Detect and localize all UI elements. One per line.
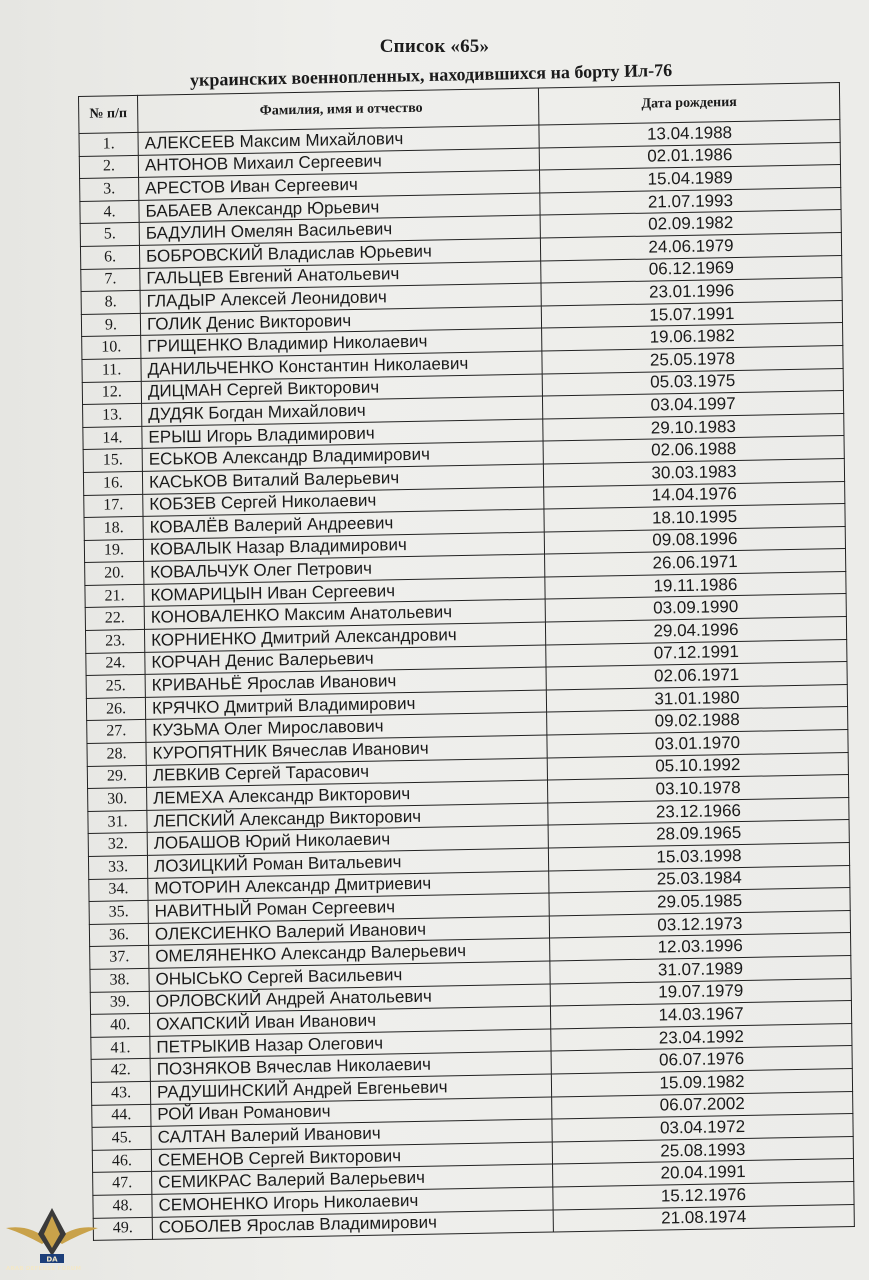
row-birth-date: 02.01.1986 xyxy=(539,142,840,170)
row-birth-date: 07.12.1991 xyxy=(546,639,847,667)
row-number: 39. xyxy=(90,991,149,1015)
row-number: 17. xyxy=(84,494,143,518)
forum-logo-icon xyxy=(2,1198,102,1276)
row-number: 8. xyxy=(81,291,140,315)
row-number: 2. xyxy=(79,155,138,179)
row-birth-date: 19.06.1982 xyxy=(542,323,843,351)
row-birth-date: 15.12.1976 xyxy=(553,1181,854,1209)
table-body xyxy=(79,120,854,1241)
row-birth-date: 15.09.1982 xyxy=(551,1068,852,1096)
row-birth-date: 03.10.1978 xyxy=(547,775,848,803)
row-full-name: СЕМОНЕНКО Игорь Николаевич xyxy=(152,1187,553,1217)
row-birth-date: 19.07.1979 xyxy=(550,978,851,1006)
row-number: 1. xyxy=(79,132,138,156)
row-birth-date: 31.01.1980 xyxy=(546,684,847,712)
row-number: 48. xyxy=(93,1194,152,1218)
row-full-name: КОВАЛЫК Назар Владимирович xyxy=(143,532,544,562)
row-number: 33. xyxy=(88,855,147,879)
row-full-name: ГАЛЬЦЕВ Евгений Анатольевич xyxy=(140,261,541,291)
row-number: 38. xyxy=(90,968,149,992)
row-full-name: КРИВАНЬЁ Ярослав Иванович xyxy=(145,667,546,697)
row-full-name: САЛТАН Валерий Иванович xyxy=(151,1119,552,1149)
row-birth-date: 18.10.1995 xyxy=(544,504,845,532)
row-full-name: ОНЫСЬКО Сергей Васильевич xyxy=(149,961,550,991)
row-birth-date: 03.01.1970 xyxy=(547,730,848,758)
row-birth-date: 25.08.1993 xyxy=(552,1136,853,1164)
row-number: 43. xyxy=(91,1081,150,1105)
row-birth-date: 26.06.1971 xyxy=(545,549,846,577)
row-number: 44. xyxy=(92,1104,151,1128)
row-full-name: РАДУШИНСКИЙ Андрей Евгеньевич xyxy=(150,1074,551,1104)
row-number: 15. xyxy=(83,449,142,473)
row-number: 4. xyxy=(80,200,139,224)
row-birth-date: 28.09.1965 xyxy=(548,820,849,848)
row-full-name: ЛЕПСКИЙ Александр Викторович xyxy=(147,803,548,833)
row-full-name: ГЛАДЫР Алексей Леонидович xyxy=(140,283,541,313)
row-number: 14. xyxy=(83,426,142,450)
row-number: 29. xyxy=(87,765,146,789)
row-birth-date: 25.05.1978 xyxy=(542,345,843,373)
row-birth-date: 05.10.1992 xyxy=(547,752,848,780)
row-full-name: ЛЕМЕХА Александр Викторович xyxy=(147,780,548,810)
row-full-name: ГРИЩЕНКО Владимир Николаевич xyxy=(141,328,542,358)
row-number: 5. xyxy=(80,223,139,247)
row-number: 10. xyxy=(82,336,141,360)
row-number: 18. xyxy=(84,516,143,540)
row-full-name: МОТОРИН Александр Дмитриевич xyxy=(148,871,549,901)
row-full-name: ОМЕЛЯНЕНКО Александр Валерьевич xyxy=(149,938,550,968)
row-full-name: ЛЕВКИВ Сергей Тарасович xyxy=(146,758,547,788)
row-full-name: ЛОЗИЦКИЙ Роман Витальевич xyxy=(147,848,548,878)
row-birth-date: 30.03.1983 xyxy=(543,458,844,486)
row-number: 32. xyxy=(88,833,147,857)
row-number: 3. xyxy=(80,178,139,202)
row-full-name: КОМАРИЦЫН Иван Сергеевич xyxy=(144,577,545,607)
row-full-name: СЕМЕНОВ Сергей Викторович xyxy=(151,1142,552,1172)
row-full-name: КРЯЧКО Дмитрий Владимирович xyxy=(145,690,546,720)
row-birth-date: 21.07.1993 xyxy=(540,187,841,215)
row-birth-date: 14.03.1967 xyxy=(550,1001,851,1029)
row-full-name: АНТОНОВ Михаил Сергеевич xyxy=(138,148,539,178)
row-number: 45. xyxy=(92,1126,151,1150)
header-number: № п/п xyxy=(79,95,138,133)
row-full-name: КАСЬКОВ Виталий Валерьевич xyxy=(142,464,543,494)
row-birth-date: 15.04.1989 xyxy=(540,165,841,193)
row-birth-date: 12.03.1996 xyxy=(550,933,851,961)
row-birth-date: 15.03.1998 xyxy=(548,842,849,870)
row-number: 27. xyxy=(87,720,146,744)
prisoner-table xyxy=(78,82,855,1241)
row-number: 11. xyxy=(82,358,141,382)
row-birth-date: 13.04.1988 xyxy=(539,120,840,148)
row-number: 6. xyxy=(80,245,139,269)
row-full-name: КОБЗЕВ Сергей Николаевич xyxy=(143,487,544,517)
row-number: 41. xyxy=(91,1036,150,1060)
header-birth-date: Дата рождения xyxy=(538,83,839,126)
row-full-name: КОРНИЕНКО Дмитрий Александрович xyxy=(144,622,545,652)
row-full-name: ПЕТРЫКИВ Назар Олегович xyxy=(150,1029,551,1059)
row-birth-date: 15.07.1991 xyxy=(541,300,842,328)
row-birth-date: 05.03.1975 xyxy=(542,368,843,396)
row-full-name: КУЗЬМА Олег Мирославович xyxy=(146,712,547,742)
row-birth-date: 19.11.1986 xyxy=(545,571,846,599)
row-full-name: КОНОВАЛЕНКО Максим Анатольевич xyxy=(144,599,545,629)
row-number: 13. xyxy=(83,404,142,428)
row-number: 28. xyxy=(87,742,146,766)
row-number: 37. xyxy=(90,946,149,970)
document-title: Список «65» xyxy=(379,36,490,57)
row-full-name: БАБАЕВ Александр Юрьевич xyxy=(139,193,540,223)
row-birth-date: 03.09.1990 xyxy=(545,594,846,622)
row-number: 16. xyxy=(83,471,142,495)
row-number: 49. xyxy=(93,1217,152,1241)
row-number: 20. xyxy=(85,562,144,586)
row-full-name: СОБОЛЕВ Ярослав Владимирович xyxy=(152,1209,553,1239)
row-number: 47. xyxy=(93,1172,152,1196)
row-full-name: ОЛЕКСИЕНКО Валерий Иванович xyxy=(148,916,549,946)
row-full-name: РОЙ Иван Романович xyxy=(151,1097,552,1127)
row-full-name: ГОЛИК Денис Викторович xyxy=(140,306,541,336)
row-full-name: ДУДЯК Богдан Михайлович xyxy=(142,396,543,426)
row-birth-date: 23.01.1996 xyxy=(541,278,842,306)
row-full-name: КОВАЛЁВ Валерий Андреевич xyxy=(143,509,544,539)
row-full-name: ОРЛОВСКИЙ Андрей Анатольевич xyxy=(149,984,550,1014)
row-number: 34. xyxy=(89,878,148,902)
row-birth-date: 02.06.1988 xyxy=(543,436,844,464)
row-number: 19. xyxy=(84,539,143,563)
row-birth-date: 03.12.1973 xyxy=(549,910,850,938)
row-full-name: ПОЗНЯКОВ Вячеслав Николаевич xyxy=(150,1051,551,1081)
row-birth-date: 24.06.1979 xyxy=(540,233,841,261)
row-full-name: ЕРЫШ Игорь Владимирович xyxy=(142,419,543,449)
header-full-name: Фамилия, имя и отчество xyxy=(137,88,538,132)
row-number: 30. xyxy=(88,788,147,812)
row-birth-date: 09.02.1988 xyxy=(547,707,848,735)
logo-abbr: DA xyxy=(46,1255,58,1264)
row-birth-date: 02.06.1971 xyxy=(546,662,847,690)
row-full-name: КОВАЛЬЧУК Олег Петрович xyxy=(144,554,545,584)
row-number: 23. xyxy=(85,629,144,653)
row-birth-date: 23.12.1966 xyxy=(548,797,849,825)
row-full-name: БАДУЛИН Омелян Васильевич xyxy=(139,215,540,245)
row-number: 7. xyxy=(81,268,140,292)
row-birth-date: 14.04.1976 xyxy=(544,481,845,509)
row-number: 25. xyxy=(86,675,145,699)
row-birth-date: 29.05.1985 xyxy=(549,888,850,916)
row-number: 12. xyxy=(82,381,141,405)
row-number: 42. xyxy=(91,1059,150,1083)
row-full-name: КОРЧАН Денис Валерьевич xyxy=(145,645,546,675)
row-full-name: НАВИТНЫЙ Роман Сергеевич xyxy=(148,893,549,923)
row-birth-date: 06.07.1976 xyxy=(551,1046,852,1074)
row-birth-date: 20.04.1991 xyxy=(553,1159,854,1187)
row-full-name: ДАНИЛЬЧЕНКО Константин Николаевич xyxy=(141,351,542,381)
row-full-name: ДИЦМАН Сергей Викторович xyxy=(141,374,542,404)
row-birth-date: 23.04.1992 xyxy=(551,1023,852,1051)
row-birth-date: 31.07.1989 xyxy=(550,955,851,983)
row-full-name: КУРОПЯТНИК Вячеслав Иванович xyxy=(146,735,547,765)
row-full-name: ОХАПСКИЙ Иван Иванович xyxy=(150,1006,551,1036)
row-full-name: ЕСЬКОВ Александр Владимирович xyxy=(142,441,543,471)
row-birth-date: 02.09.1982 xyxy=(540,210,841,238)
row-birth-date: 29.04.1996 xyxy=(545,617,846,645)
row-birth-date: 21.08.1974 xyxy=(553,1204,854,1232)
row-birth-date: 06.12.1969 xyxy=(541,255,842,283)
row-full-name: АЛЕКСЕЕВ Максим Михайлович xyxy=(138,125,539,155)
logo-caption: ARAB DEFENSE FORUM xyxy=(6,1266,82,1272)
row-birth-date: 03.04.1972 xyxy=(552,1114,853,1142)
row-full-name: АРЕСТОВ Иван Сергеевич xyxy=(139,170,540,200)
row-number: 9. xyxy=(81,313,140,337)
row-birth-date: 09.08.1996 xyxy=(544,526,845,554)
row-birth-date: 06.07.2002 xyxy=(552,1091,853,1119)
row-birth-date: 25.03.1984 xyxy=(549,865,850,893)
row-number: 21. xyxy=(85,584,144,608)
row-number: 35. xyxy=(89,901,148,925)
row-full-name: БОБРОВСКИЙ Владислав Юрьевич xyxy=(139,238,540,268)
row-number: 46. xyxy=(92,1149,151,1173)
row-number: 26. xyxy=(86,697,145,721)
row-birth-date: 29.10.1983 xyxy=(543,413,844,441)
row-number: 24. xyxy=(86,652,145,676)
row-full-name: ЛОБАШОВ Юрий Николаевич xyxy=(147,825,548,855)
row-number: 40. xyxy=(91,1013,150,1037)
document-subtitle: украинских военнопленных, находившихся на борту Ил-76 xyxy=(189,59,673,90)
row-full-name: СЕМИКРАС Валерий Валерьевич xyxy=(152,1164,553,1194)
row-number: 31. xyxy=(88,810,147,834)
row-number: 22. xyxy=(85,607,144,631)
row-number: 36. xyxy=(89,923,148,947)
row-birth-date: 03.04.1997 xyxy=(542,391,843,419)
